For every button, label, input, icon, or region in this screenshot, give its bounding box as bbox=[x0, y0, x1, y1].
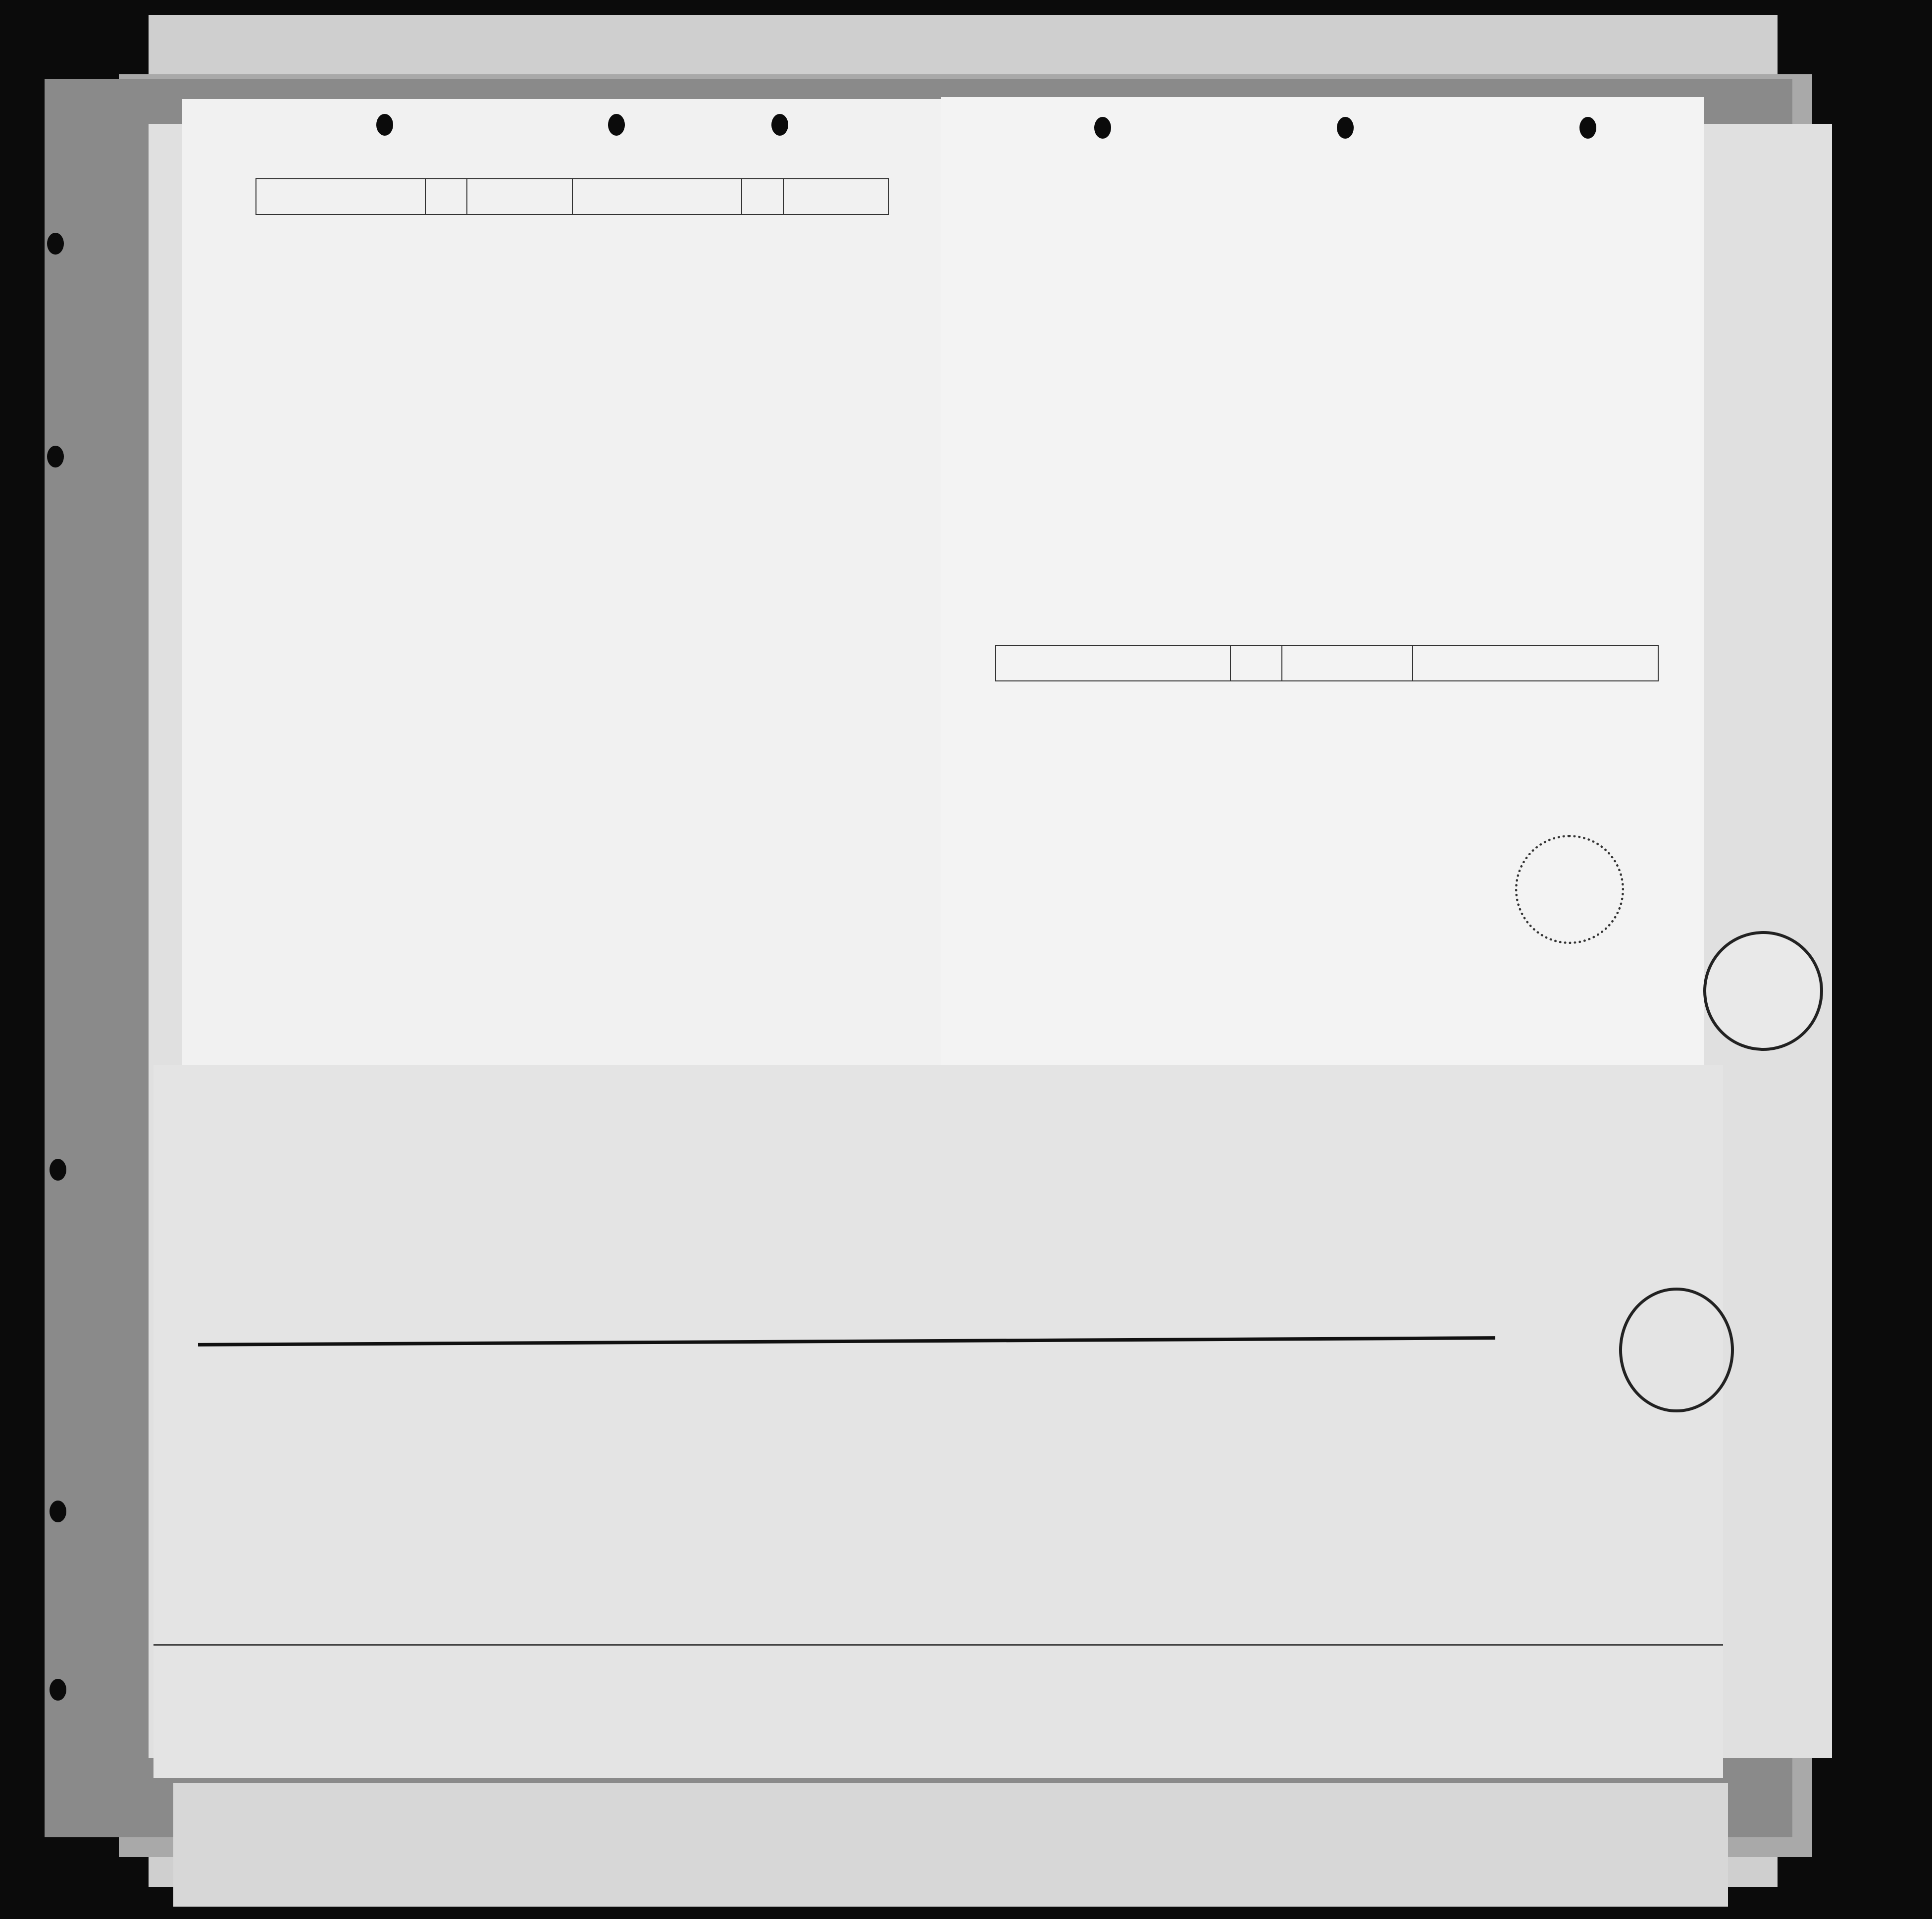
left-form-hole-1 bbox=[376, 114, 393, 136]
col-age bbox=[425, 179, 467, 214]
crew-manifest bbox=[153, 1065, 1723, 1778]
strike-line bbox=[198, 1336, 1495, 1347]
left-form-hole-2 bbox=[608, 114, 625, 136]
binder-hole-1 bbox=[47, 233, 64, 255]
deserting-table bbox=[995, 645, 1659, 681]
left-form-hole-3 bbox=[771, 114, 788, 136]
deserting-col-nationality bbox=[1282, 645, 1413, 681]
right-form-hole-3 bbox=[1579, 117, 1596, 139]
binder-hole-5 bbox=[50, 1679, 66, 1701]
bottom-sheet bbox=[173, 1783, 1728, 1907]
right-form bbox=[941, 97, 1704, 1071]
signed-on-header bbox=[256, 179, 889, 214]
right-form-hole-2 bbox=[1337, 117, 1354, 139]
signed-on-table bbox=[255, 178, 889, 215]
right-form-hole-1 bbox=[1094, 117, 1111, 139]
col-name-2 bbox=[572, 179, 742, 214]
deserting-col-age bbox=[1230, 645, 1282, 681]
consulate-seal-lower bbox=[1619, 1288, 1734, 1412]
binder-hole-2 bbox=[47, 446, 64, 467]
binder-hole-4 bbox=[50, 1501, 66, 1522]
deserting-header bbox=[996, 645, 1658, 681]
consulate-seal-upper bbox=[1703, 931, 1823, 1051]
left-form bbox=[182, 99, 941, 1080]
deserting-col-name bbox=[996, 645, 1230, 681]
postmark-circle bbox=[1515, 835, 1624, 944]
col-nationality-2 bbox=[783, 179, 889, 214]
deserting-col-when bbox=[1413, 645, 1658, 681]
col-age-2 bbox=[742, 179, 783, 214]
col-name bbox=[256, 179, 425, 214]
col-nationality bbox=[467, 179, 572, 214]
footer-divider bbox=[153, 1644, 1723, 1646]
binder-hole-3 bbox=[50, 1159, 66, 1181]
